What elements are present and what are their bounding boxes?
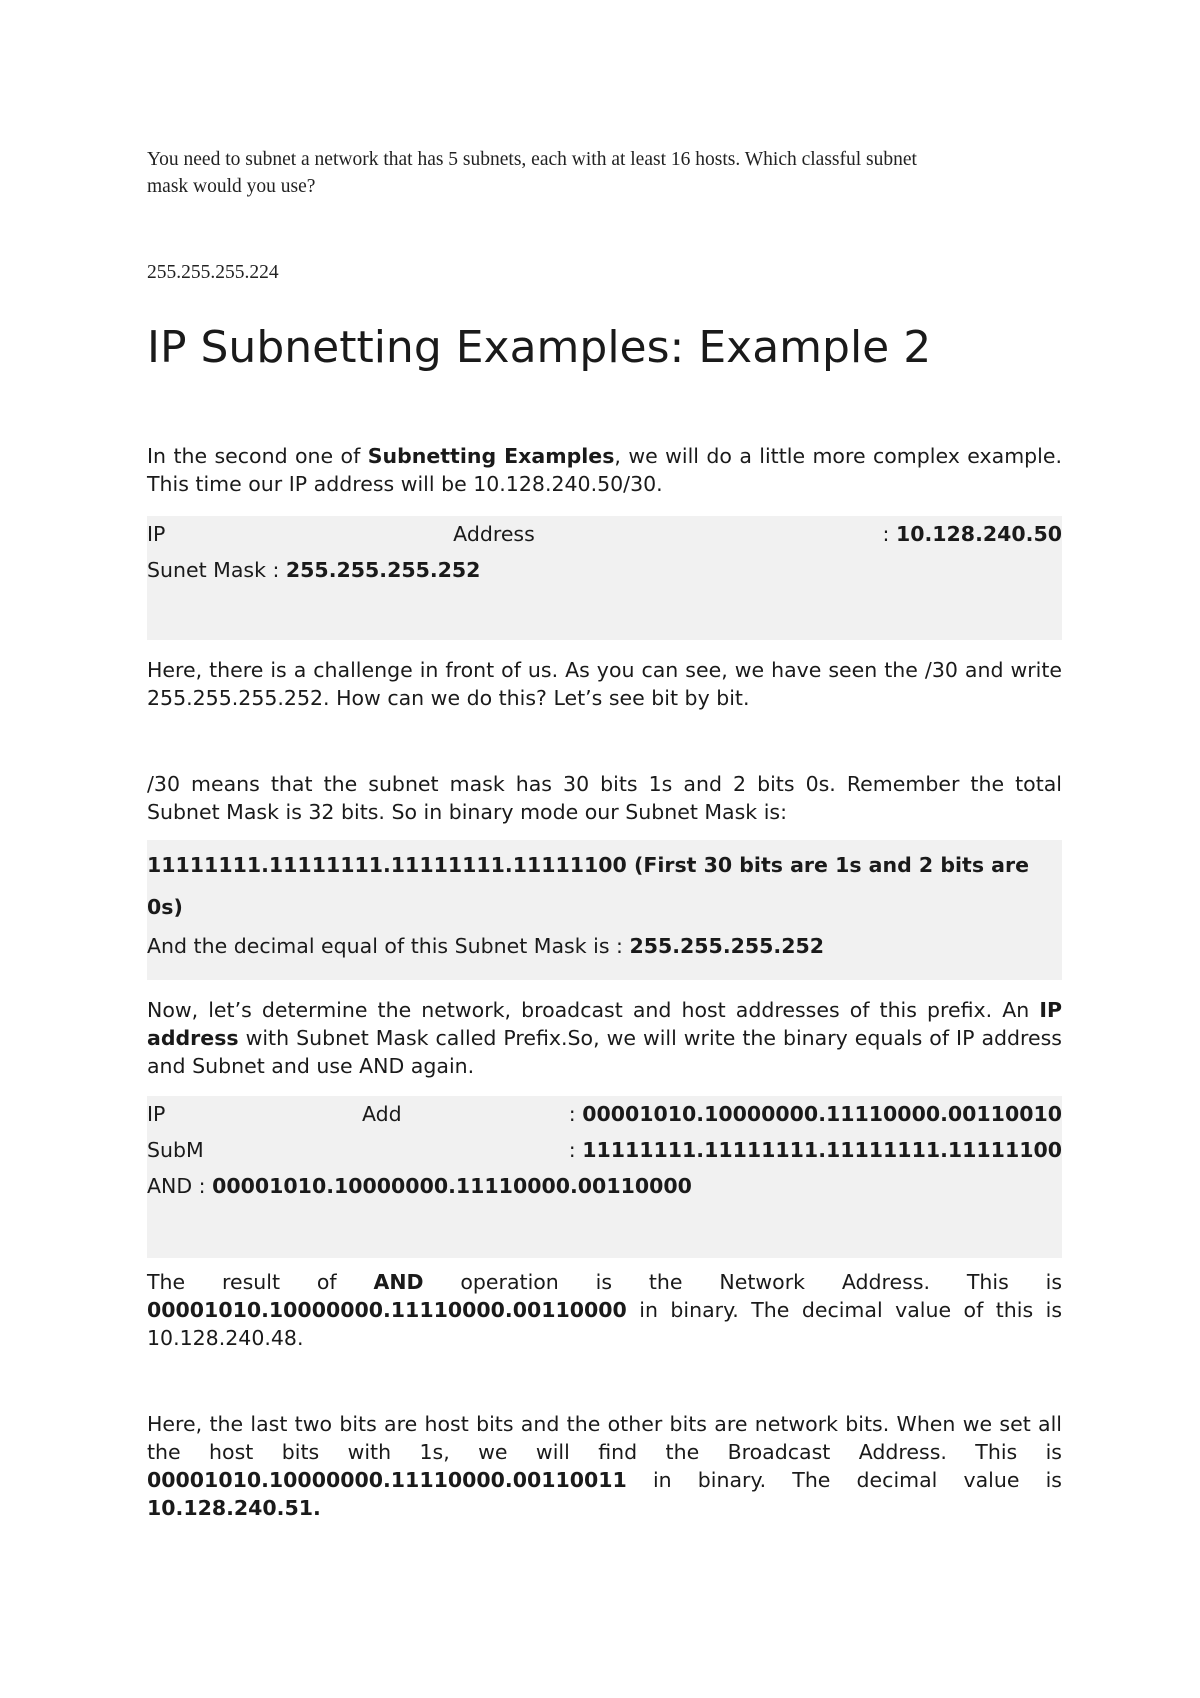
mask-value: 255.255.255.252 (285, 558, 481, 582)
result-text-2: operation is the Network Address. This is (423, 1270, 1062, 1294)
page-title: IP Subnetting Examples: Example 2 (147, 322, 932, 373)
determine-bold: IP address (147, 998, 1062, 1050)
intro-text-1: In the second one of (147, 444, 368, 468)
address-label: Address (453, 522, 535, 546)
answer-text: 255.255.255.224 (147, 262, 279, 283)
result-bold-1: AND (373, 1270, 424, 1294)
subnet-mask-row (147, 552, 1062, 588)
intro-text-2: , we will do a little more complex example. This time our IP address will be 10.128.240.50/30. (147, 444, 1063, 496)
ip-value-bold: 10.128.240.50 (895, 522, 1062, 546)
determine-paragraph (147, 996, 1062, 1080)
ip-binary-value (569, 1096, 1062, 1132)
binary-mask-line: 11111111.11111111.11111111.11111100 (First 30 bits are 1s and 2 bits are 0s) (147, 853, 1030, 919)
subm-label: SubM (147, 1138, 204, 1162)
question-line-1: You need to subnet a network that has 5 subnets, each with at least 16 hosts. Which classful subnet (147, 149, 917, 170)
and-value: 00001010.10000000.11110000.00110000 (212, 1174, 692, 1198)
ip-separator: : (882, 522, 896, 546)
challenge-paragraph: Here, there is a challenge in front of us. As you can see, we have seen the /30 and write 255.255.255.252. How can we do this? Let’s see bit by bit. (147, 658, 1062, 710)
decimal-mask-row (147, 928, 1062, 964)
question-line-2: mask would you use? (147, 176, 316, 197)
determine-text-1: Now, let’s determine the network, broadcast and host addresses of this prefix. An (147, 998, 1040, 1022)
and-result-row (147, 1168, 1062, 1204)
and-label: AND : (147, 1174, 213, 1198)
broadcast-text-2: in binary. The decimal value is (626, 1468, 1062, 1492)
binary-mask-row (147, 844, 1062, 928)
binary-mask-box (147, 840, 1062, 980)
and-operation-box (147, 1096, 1062, 1258)
intro-bold: Subnetting Examples (367, 444, 615, 468)
result-text-3: in binary. The decimal value of this is 10.128.240.48. (147, 1298, 1062, 1350)
subm-separator: : (568, 1138, 583, 1162)
ip-binary-separator: : (568, 1102, 583, 1126)
ip-binary-row (147, 1096, 1062, 1132)
ip-binary-label: IP (147, 1102, 166, 1126)
mask-label: Sunet Mask : (147, 558, 286, 582)
result-text-1: The result of (147, 1270, 374, 1294)
broadcast-text-1: Here, the last two bits are host bits and the other bits are network bits. When we set all the host bits with 1s, we will find the Broadcast Address. This is (147, 1412, 1062, 1464)
decimal-mask-text: And the decimal equal of this Subnet Mask is : (147, 934, 630, 958)
decimal-mask-value: 255.255.255.252 (629, 934, 824, 958)
result-paragraph (147, 1268, 1062, 1352)
bits-explanation-paragraph: /30 means that the subnet mask has 30 bits 1s and 2 bits 0s. Remember the total Subnet Mask is 32 bits. So in binary mode our Subnet Mask is: (147, 772, 1062, 824)
broadcast-paragraph (147, 1410, 1062, 1522)
ip-address-row (147, 516, 1062, 552)
ip-value (883, 516, 1062, 552)
add-label: Add (362, 1102, 402, 1126)
ip-address-box (147, 516, 1062, 640)
subm-binary-bold: 11111111.11111111.11111111.11111100 (582, 1138, 1062, 1162)
subm-binary-row (147, 1132, 1062, 1168)
determine-text-2: with Subnet Mask called Prefix.So, we will write the binary equals of IP address and Subnet and use AND again. (147, 1026, 1062, 1078)
broadcast-bold-2: 10.128.240.51. (147, 1496, 321, 1520)
question-text (147, 146, 1047, 200)
ip-label: IP (147, 522, 166, 546)
result-bold-2: 00001010.10000000.11110000.00110000 (147, 1298, 627, 1322)
broadcast-bold-1: 00001010.10000000.11110000.00110011 (147, 1468, 627, 1492)
subm-binary-value (569, 1132, 1062, 1168)
intro-paragraph (147, 442, 1062, 498)
ip-binary-bold: 00001010.10000000.11110000.00110010 (582, 1102, 1062, 1126)
